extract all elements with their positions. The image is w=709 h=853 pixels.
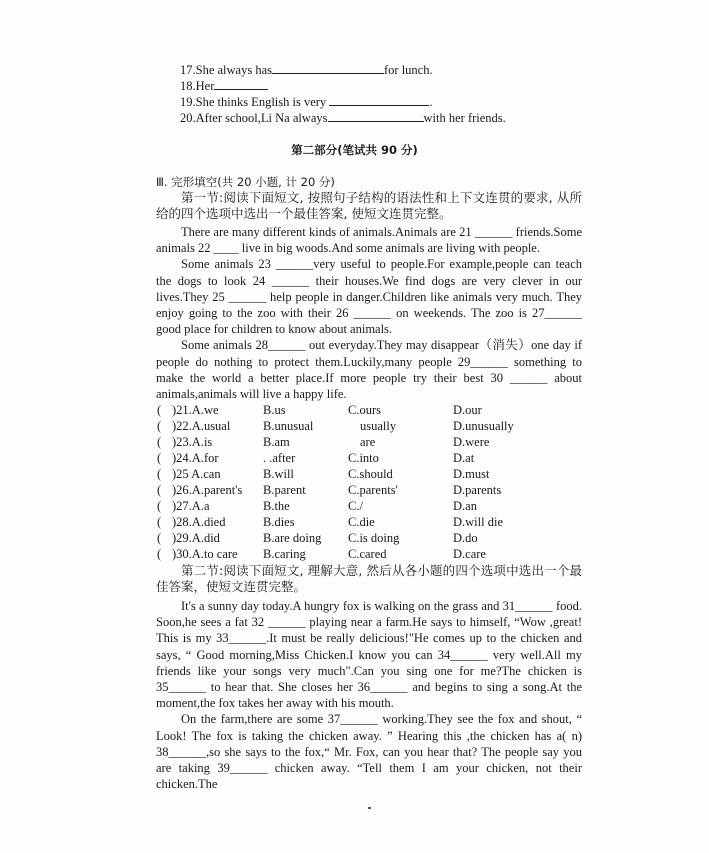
fill-item-19 xyxy=(180,94,432,110)
option-a: )25 A.can xyxy=(172,467,221,481)
part-title: 第二部分(笔试共 90 分) xyxy=(291,143,418,157)
option-d: D.will die xyxy=(453,515,503,529)
option-c: C.cared xyxy=(348,547,387,561)
option-d: D.our xyxy=(453,403,482,417)
option-a: )24.A.for xyxy=(172,451,219,465)
scan-speck xyxy=(368,807,371,809)
fill-item-text: 19.She thinks English is very xyxy=(180,95,327,109)
answer-blank xyxy=(214,78,268,90)
option-c: C.should xyxy=(348,467,393,481)
option-a: )27.A.a xyxy=(172,499,210,513)
option-d: D.do xyxy=(453,531,478,545)
answer-paren: ( xyxy=(157,483,162,497)
option-b: B.parent xyxy=(263,483,306,497)
option-b: B.dies xyxy=(263,515,295,529)
passage-1 xyxy=(156,224,582,402)
option-d: D.care xyxy=(453,547,486,561)
fill-item-18 xyxy=(180,78,268,94)
option-b: B.unusual xyxy=(263,419,314,433)
instruction-text: 第二节:阅读下面短文, 理解大意, 然后从各小题的四个选项中选出一个最佳答案，使短文连贯完整。 xyxy=(156,563,582,594)
fill-item-text: for lunch. xyxy=(384,63,433,77)
answer-paren: ( xyxy=(157,403,162,417)
answer-paren: ( xyxy=(157,451,162,465)
answer-blank xyxy=(272,62,384,74)
option-a: )29.A.did xyxy=(172,531,220,545)
option-c: C.parents' xyxy=(348,483,398,497)
option-c: C.is doing xyxy=(348,531,400,545)
option-c: C.die xyxy=(348,515,375,529)
fill-item-20 xyxy=(180,110,506,126)
fill-item-text: . xyxy=(429,95,433,109)
passage-paragraph: Some animals 23 ______very useful to people.For example,people can teach the dogs to look 24 ______ their houses.We find dogs are very clever in our lives.They 25 ______ help people in danger.Children like animals very much. They enjoy going to the zoo with their 26 ______ on weekends. The zoo is 27______ good place for children to know about animals. xyxy=(156,257,582,337)
option-c: C.ours xyxy=(348,403,381,417)
option-a: )28.A.died xyxy=(172,515,226,529)
answer-paren: ( xyxy=(157,435,162,449)
answer-paren: ( xyxy=(157,467,162,481)
answer-blank xyxy=(329,94,429,106)
answer-paren: ( xyxy=(157,531,162,545)
option-c: C./ xyxy=(348,499,363,513)
option-b: B.will xyxy=(263,467,294,481)
option-d: D.unusually xyxy=(453,419,514,433)
fill-item-text: with her friends. xyxy=(423,111,506,125)
option-b: B.the xyxy=(263,499,290,513)
option-d: D.an xyxy=(453,499,477,513)
passage-paragraph: Some animals 28______ out everyday.They may disappear（消失）one day if people do nothing to protect them.Luckily,many people 29______ something to make the world a better place.If more people try their best 30 ______ about animals,animals will live a happy life. xyxy=(156,338,582,402)
option-c: C.into xyxy=(348,451,379,465)
fill-item-text: 17.She always has xyxy=(180,63,272,77)
passage-paragraph: On the farm,there are some 37______ working.They see the fox and shout, “ Look! The fox is taking the chicken away. ” Hearing this ,the chicken has a( n) 38______,so she says to the fox,“ Mr. Fox, can you hear that? The people say you are taking 39______ chicken away. “Tell them I am your chicken, not their chicken.The xyxy=(156,712,582,792)
answer-blank xyxy=(328,110,424,122)
option-d: D.must xyxy=(453,467,490,481)
option-a: )30.A.to care xyxy=(172,547,238,561)
instruction-part2 xyxy=(156,563,582,595)
answer-paren: ( xyxy=(157,547,162,561)
instruction-part1 xyxy=(156,190,582,222)
fill-item-17 xyxy=(180,62,433,78)
option-c: are xyxy=(360,435,376,449)
passage-paragraph: There are many different kinds of animals.Animals are 21 ______ friends.Some animals 22 ____ live in big woods.And some animals are living with people. xyxy=(156,225,582,256)
instruction-text: 第一节:阅读下面短文, 按照句子结构的语法性和上下文连贯的要求, 从所给的四个选项中选出一个最佳答案, 使短文连贯完整。 xyxy=(156,190,582,221)
fill-item-text: 20.After school,Li Na always xyxy=(180,111,328,125)
option-b: B.us xyxy=(263,403,286,417)
passage-paragraph: It's a sunny day today.A hungry fox is walking on the grass and 31______ food. Soon,he sees a fat 32 ______ playing near a farm.He says to himself, “Wow ,great! This is my 33______.It must be really delicious!"He comes up to the chicken and says, “ Good morning,Miss Chicken.I know you can 34______ very well.All my friends like your songs very much".Can you sing one for me?The chicken is 35______ to hear that. She closes her 36______ and begins to sing a song.At the moment,the fox takes her away with his mouth. xyxy=(156,599,582,711)
option-b: . .after xyxy=(263,451,296,465)
option-a: )21.A.we xyxy=(172,403,219,417)
passage-2 xyxy=(156,598,582,792)
option-c: usually xyxy=(360,419,397,433)
option-d: D.were xyxy=(453,435,490,449)
option-a: )23.A.is xyxy=(172,435,213,449)
fill-item-text: 18.Her xyxy=(180,79,215,93)
option-d: D.parents xyxy=(453,483,502,497)
option-a: )26.A.parent's xyxy=(172,483,243,497)
option-d: D.at xyxy=(453,451,475,465)
option-b: B.am xyxy=(263,435,290,449)
option-b: B.caring xyxy=(263,547,306,561)
option-b: B.are doing xyxy=(263,531,322,545)
answer-paren: ( xyxy=(157,499,162,513)
answer-paren: ( xyxy=(157,515,162,529)
section-heading: Ⅲ. 完形填空(共 20 小题, 计 20 分) xyxy=(156,175,335,189)
answer-paren: ( xyxy=(157,419,162,433)
option-a: )22.A.usual xyxy=(172,419,231,433)
